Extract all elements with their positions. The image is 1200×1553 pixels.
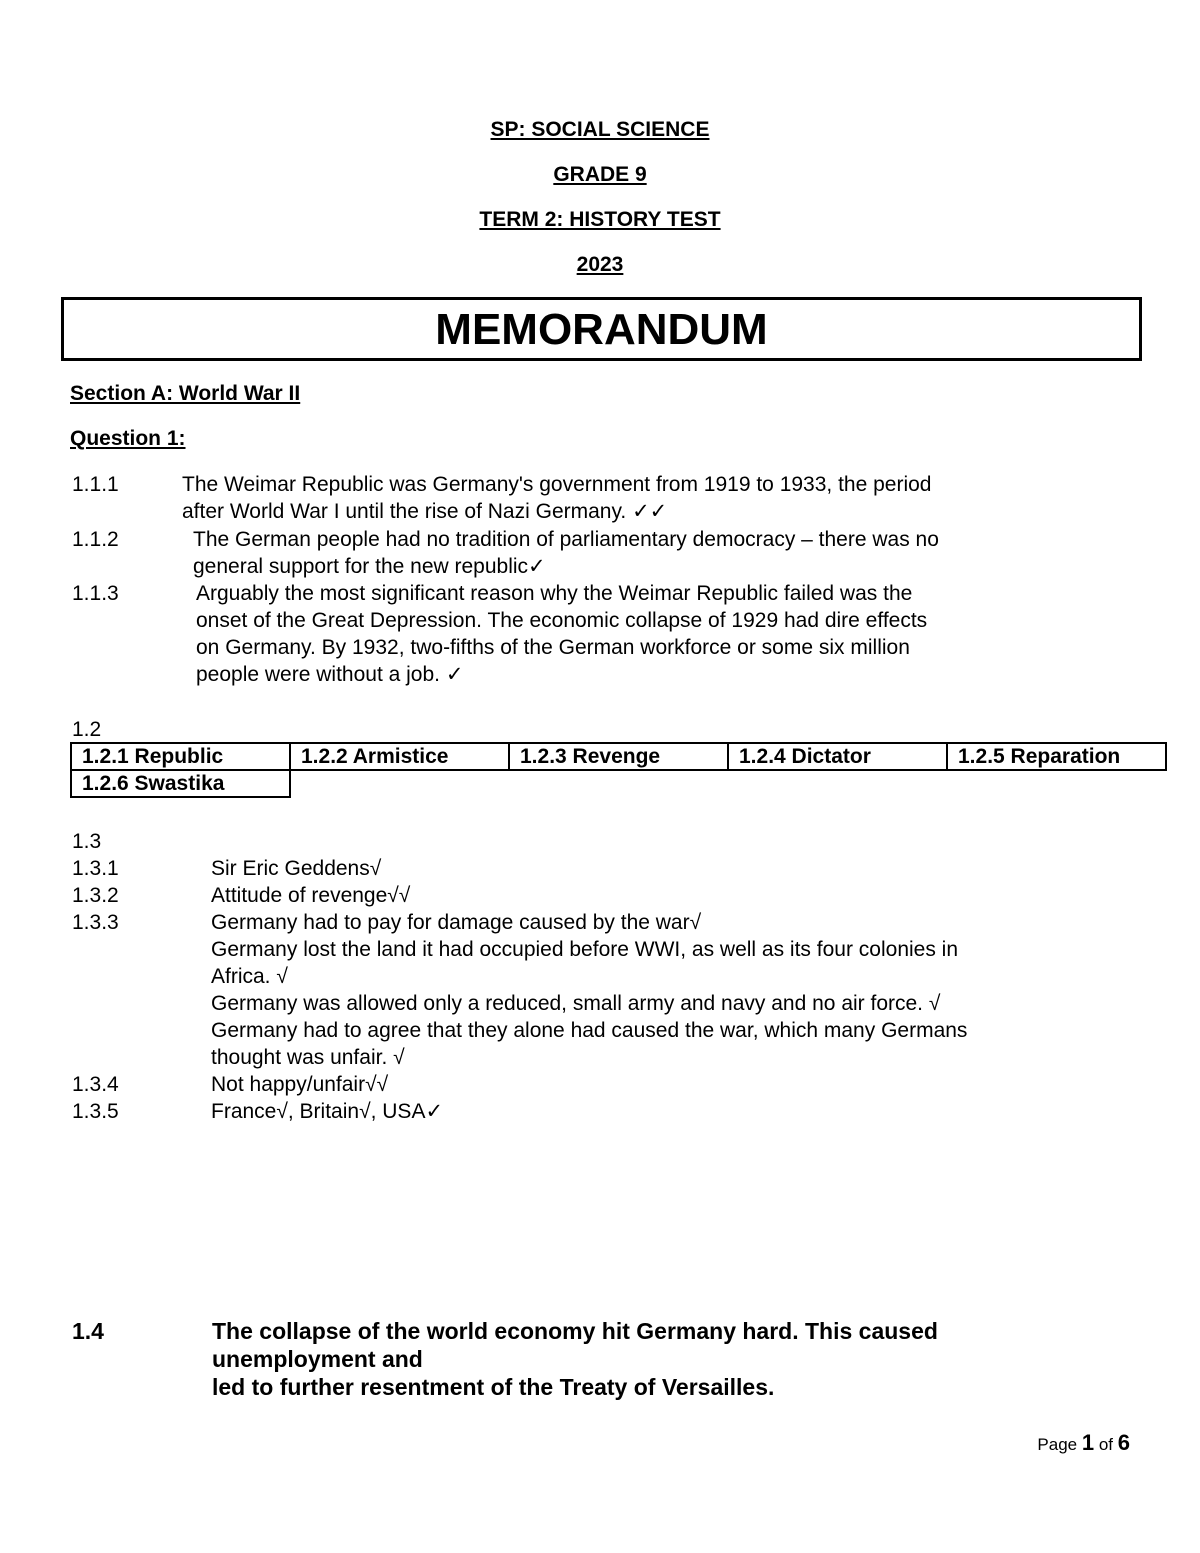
table-cell-empty xyxy=(947,770,1166,797)
header-grade: GRADE 9 xyxy=(553,163,647,186)
question-heading: Question 1: xyxy=(70,427,186,450)
answer-line: Not happy/unfair√√ xyxy=(211,1073,389,1096)
current-page: 1 xyxy=(1081,1430,1095,1455)
answer-line: The German people had no tradition of parliamentary democracy – there was no xyxy=(193,528,939,551)
answer-line: thought was unfair. √ xyxy=(211,1046,405,1069)
item-number: 1.3.1 xyxy=(72,857,119,880)
total-pages: 6 xyxy=(1117,1430,1130,1455)
table-cell: 1.2.5 Reparation xyxy=(947,743,1166,770)
item-number: 1.3.3 xyxy=(72,911,119,934)
header-term: TERM 2: HISTORY TEST xyxy=(479,208,721,231)
table-cell-empty xyxy=(728,770,947,797)
table-cell: 1.2.4 Dictator xyxy=(728,743,947,770)
answer-line: Arguably the most significant reason why the Weimar Republic failed was the xyxy=(196,582,913,605)
answer-text xyxy=(182,471,932,525)
table-cell: 1.2.2 Armistice xyxy=(290,743,509,770)
item-number: 1.3 xyxy=(72,830,102,853)
item-number: 1.2 xyxy=(72,718,102,741)
header-subject: SP: SOCIAL SCIENCE xyxy=(490,118,710,141)
item-number: 1.3.4 xyxy=(72,1073,119,1096)
answer-line: Attitude of revenge√√ xyxy=(211,884,411,907)
answer-text xyxy=(211,909,967,1071)
item-number: 1.3.2 xyxy=(72,884,119,907)
header-year: 2023 xyxy=(576,253,624,276)
item-number: 1.1.2 xyxy=(72,528,119,551)
answer-line: Sir Eric Geddens√ xyxy=(211,857,382,880)
item-number: 1.1.3 xyxy=(72,582,119,605)
terms-table xyxy=(70,742,1167,798)
answer-text xyxy=(193,526,939,580)
table-cell: 1.2.1 Republic xyxy=(71,743,290,770)
item-number: 1.4 xyxy=(72,1318,104,1344)
page-footer xyxy=(1037,1430,1130,1456)
item-number: 1.1.1 xyxy=(72,473,119,496)
answer-text xyxy=(196,580,927,688)
answer-text xyxy=(212,1317,938,1401)
answer-line: Germany had to pay for damage caused by the war√ xyxy=(211,911,702,934)
table-cell: 1.2.3 Revenge xyxy=(509,743,728,770)
table-row xyxy=(71,743,1166,770)
answer-line: after World War I until the rise of Nazi Germany. ✓✓ xyxy=(182,500,668,523)
answer-line: people were without a job. ✓ xyxy=(196,663,464,686)
table-row xyxy=(71,770,1166,797)
answer-line: Africa. √ xyxy=(211,965,288,988)
answer-line: onset of the Great Depression. The economic collapse of 1929 had dire effects xyxy=(196,609,928,632)
answer-line: Germany had to agree that they alone had caused the war, which many Germans xyxy=(211,1019,968,1042)
answer-line: on Germany. By 1932, two-fifths of the German workforce or some six million xyxy=(196,636,910,659)
answer-line: The collapse of the world economy hit Germany hard. This caused xyxy=(212,1318,938,1344)
answer-line: led to further resentment of the Treaty of Versailles. xyxy=(212,1374,775,1400)
page-word: Page xyxy=(1037,1435,1078,1454)
answer-line: Germany was allowed only a reduced, small army and navy and no air force. √ xyxy=(211,992,941,1015)
answer-line: The Weimar Republic was Germany's government from 1919 to 1933, the period xyxy=(182,473,932,496)
item-number: 1.3.5 xyxy=(72,1100,119,1123)
table-cell: 1.2.6 Swastika xyxy=(71,770,290,797)
answer-line: France√, Britain√, USA✓ xyxy=(211,1100,444,1123)
answer-line: unemployment and xyxy=(212,1346,423,1372)
table-cell-empty xyxy=(509,770,728,797)
answer-line: Germany lost the land it had occupied before WWI, as well as its four colonies in xyxy=(211,938,959,961)
answer-line: general support for the new republic✓ xyxy=(193,555,546,578)
of-word: of xyxy=(1098,1435,1114,1454)
memorandum-title: MEMORANDUM xyxy=(61,297,1142,361)
section-heading: Section A: World War II xyxy=(70,382,301,405)
table-cell-empty xyxy=(290,770,509,797)
